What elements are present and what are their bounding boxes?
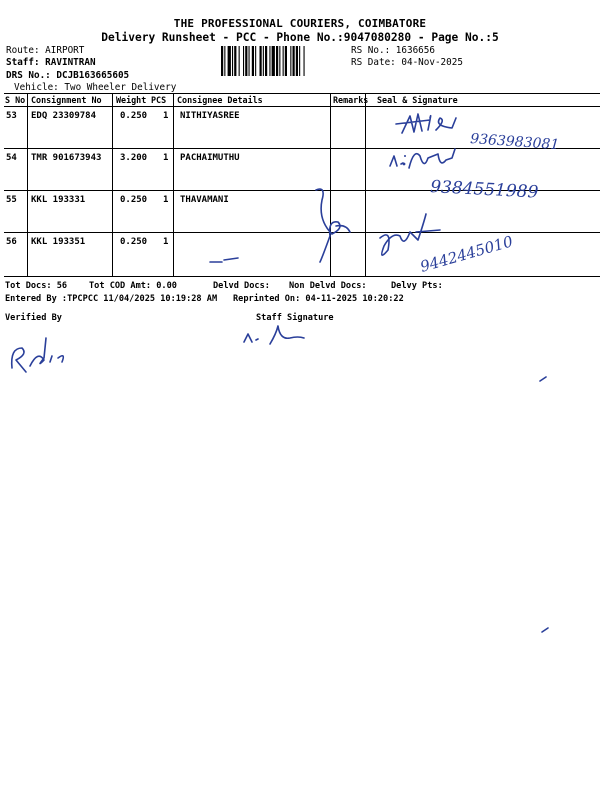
verified-signature [12, 338, 64, 372]
header-sno: S No [5, 95, 26, 105]
cell-weight: 0.250 [120, 195, 148, 205]
signature-scribble [316, 189, 350, 262]
rs-number: RS No.: 1636656 [351, 45, 435, 56]
runsheet-subtitle: Delivery Runsheet - PCC - Phone No.:9047080280 - Page No.:5 [101, 31, 499, 44]
row56-remark-mark [210, 258, 238, 262]
signature-scribble [380, 214, 440, 255]
staff-signature [244, 326, 304, 344]
total-cod: Tot COD Amt: 0.00 [89, 281, 177, 291]
staff-signature-label: Staff Signature [256, 313, 334, 323]
header-consignment: Consignment No [31, 95, 102, 105]
company-title: THE PROFESSIONAL COURIERS, COIMBATORE [173, 17, 427, 30]
cell-weight: 0.250 [120, 111, 148, 121]
cell-consignment: TMR 901673943 [31, 153, 102, 163]
cell-sno: 56 [6, 237, 17, 247]
cell-consignment: EDQ 23309784 [31, 111, 97, 121]
cell-consignee: THAVAMANI [180, 195, 229, 205]
cell-consignee: PACHAIMUTHU [180, 153, 240, 163]
verified-by-label: Verified By [5, 313, 62, 323]
header-weight: Weight [116, 95, 147, 105]
header-seal-signature: Seal & Signature [377, 95, 458, 105]
drs-number: DRS No.: DCJB163665605 [6, 70, 130, 81]
total-docs: Tot Docs: 56 [5, 281, 68, 291]
delivered-docs: Delvd Docs: [213, 281, 270, 291]
rs-date: RS Date: 04-Nov-2025 [351, 57, 463, 68]
cell-consignment: KKL 193351 [31, 237, 86, 247]
handwritten-phone: 9384551989 [429, 177, 539, 203]
signature-scribble [396, 114, 456, 133]
cell-sno: 53 [6, 111, 17, 121]
reprinted-on: Reprinted On: 04-11-2025 10:20:22 [233, 294, 404, 304]
header-remarks: Remarks [333, 95, 369, 105]
handwritten-phone: 9442445010 [418, 232, 515, 276]
non-delivered-docs: Non Delvd Docs: [289, 281, 367, 291]
handwritten-phone: 9363983081 [469, 131, 560, 154]
header-pcs: PCS [151, 95, 167, 105]
stray-mark [540, 377, 546, 381]
cell-pcs: 1 [163, 111, 169, 121]
delivery-points: Delvy Pts: [391, 281, 443, 291]
stray-mark [542, 628, 548, 632]
signature-dots [403, 155, 406, 165]
cell-weight: 0.250 [120, 237, 148, 247]
cell-pcs: 1 [163, 237, 169, 247]
cell-pcs: 1 [163, 195, 169, 205]
signature-scribble [390, 149, 455, 168]
staff-label: Staff: RAVINTRAN [6, 57, 96, 68]
route-label: Route: AIRPORT [6, 45, 85, 56]
cell-consignment: KKL 193331 [31, 195, 86, 205]
cell-pcs: 1 [163, 153, 169, 163]
header-consignee: Consignee Details [177, 95, 263, 105]
cell-weight: 3.200 [120, 153, 148, 163]
vehicle-label: Vehicle: Two Wheeler Delivery [14, 82, 177, 93]
cell-sno: 54 [6, 153, 17, 163]
cell-sno: 55 [6, 195, 17, 205]
entered-by: Entered By :TPCPCC 11/04/2025 10:19:28 AM [5, 294, 218, 304]
cell-consignee: NITHIYASREE [180, 111, 240, 121]
